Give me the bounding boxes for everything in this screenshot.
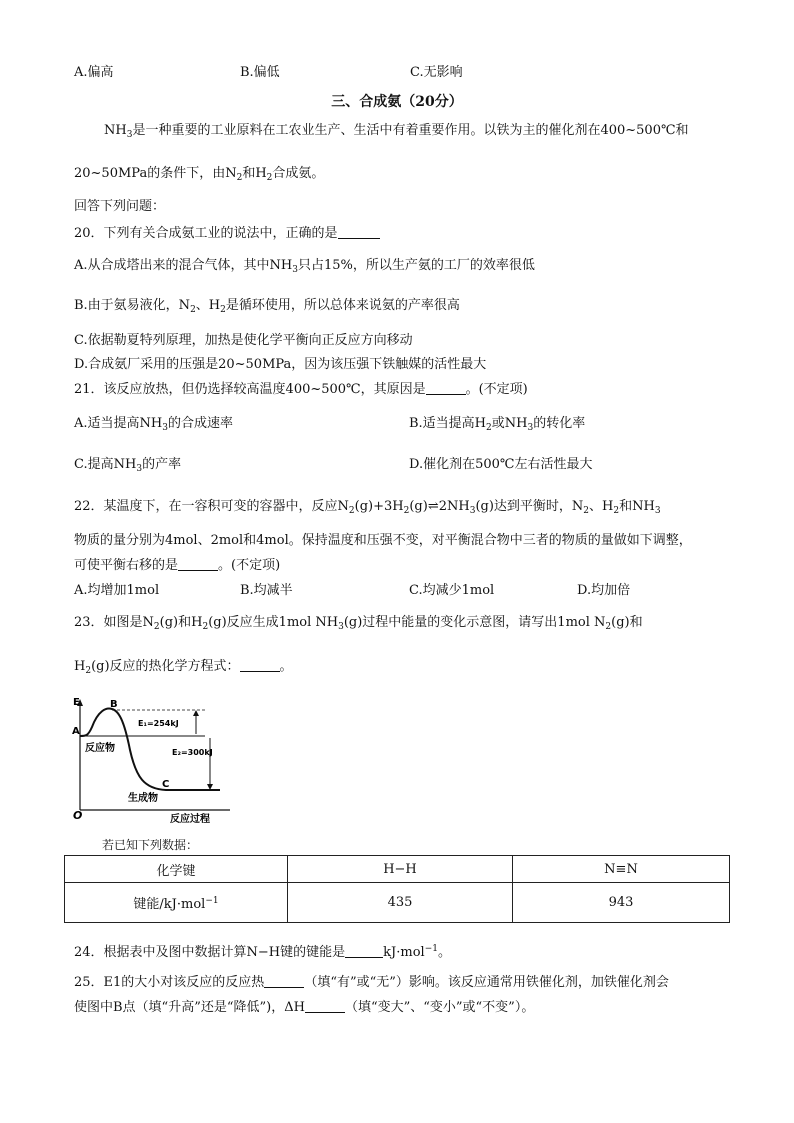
e2-label: E₂=300kJ xyxy=(172,748,213,757)
q21-option-b: B.适当提高$H_2$或$NH_3$的转化率 xyxy=(409,416,586,433)
product-label: 生成物 xyxy=(128,793,158,804)
answer-blank[interactable] xyxy=(338,224,380,239)
q22-option-c: C.均减少1mol xyxy=(409,583,495,598)
q21-option-a: A.适当提高$NH_3$的合成速率 xyxy=(74,416,233,433)
point-b-label: B xyxy=(110,699,118,710)
intro-line-1: $NH_3$是一种重要的工业原料在工农业生产、生活中有着重要作用。以铁为主的催化剂在400~500℃和 xyxy=(104,123,689,140)
answer-blank[interactable] xyxy=(264,973,304,988)
q22-line-2: 物质的量分别为4mol、2mol和4mol。保持温度和压强不变，对平衡混合物中三者的物质的量做如下调整， xyxy=(74,533,692,548)
table-cell: 键能/kJ·mol$^{-1}$ xyxy=(65,883,288,923)
answer-blank[interactable] xyxy=(178,556,218,571)
origin-label: O xyxy=(73,809,83,822)
table-header: N≡N xyxy=(513,856,730,883)
e1-arrow-head xyxy=(193,710,199,716)
q25-line-2: 使图中B点（填“升高”还是“降低”)，ΔH （填“变大”、“变小”或“不变”）。 xyxy=(74,1000,535,1015)
q21-option-c: C.提高$NH_3$的产率 xyxy=(74,457,182,474)
q24-line: 24．根据表中及图中数据计算N−H键的键能是 kJ·mol$^{-1}$。 xyxy=(74,944,451,960)
answer-blank[interactable] xyxy=(426,380,466,395)
bond-energy-table xyxy=(64,855,730,923)
q20-option-b: B.由于氨易液化，$N_2$、$H_2$是循环使用，所以总体来说氨的产率很高 xyxy=(74,298,460,315)
point-a-label: A xyxy=(72,726,80,737)
e1-label: E₁=254kJ xyxy=(138,719,179,728)
answer-blank[interactable] xyxy=(240,657,280,672)
q23-line-1: 23．如图是$N_2(g)$和$H_2(g)$反应生成1mol $NH_3(g)$过程中能量的变化示意图，请写出1mol $N_2(g)$和 xyxy=(74,615,643,632)
q22-option-b: B.均减半 xyxy=(240,583,293,598)
table-row xyxy=(65,883,730,923)
x-axis-label: 反应过程 xyxy=(170,814,210,825)
table-header-row xyxy=(65,856,730,883)
answer-blank[interactable] xyxy=(305,998,345,1013)
y-axis-label: E xyxy=(73,697,80,708)
section-title: 三、合成氨（20分） xyxy=(331,94,463,110)
q22-line-3: 可使平衡右移的是 。(不定项) xyxy=(74,558,281,573)
table-cell: 943 xyxy=(513,883,730,923)
option-b: B.偏低 xyxy=(240,65,280,80)
table-header: 化学键 xyxy=(65,856,288,883)
table-note: 若已知下列数据： xyxy=(102,838,199,852)
option-c: C.无影响 xyxy=(410,65,463,80)
point-c-label: C xyxy=(162,779,170,790)
q21-option-d: D.催化剂在500℃左右活性最大 xyxy=(409,457,593,472)
q20-option-d: D.合成氨厂采用的压强是20~50MPa，因为该压强下铁触媒的活性最大 xyxy=(74,357,487,372)
reactant-label: 反应物 xyxy=(85,743,115,754)
q20-stem: 20．下列有关合成氨工业的说法中，正确的是 xyxy=(74,224,380,243)
table-header: H−H xyxy=(288,856,513,883)
q21-stem: 21．该反应放热，但仍选择较高温度400~500℃，其原因是 。(不定项) xyxy=(74,382,528,397)
q22-option-a: A.均增加1mol xyxy=(74,583,160,598)
q20-option-c: C.依据勒夏特列原理，加热是使化学平衡向正反应方向移动 xyxy=(74,333,413,348)
q22-option-d: D.均加倍 xyxy=(577,583,631,598)
answer-blank[interactable] xyxy=(345,943,383,958)
option-a: A.偏高 xyxy=(74,65,114,80)
table-cell: 435 xyxy=(288,883,513,923)
q20-option-a: A.从合成塔出来的混合气体，其中$NH_3$只占15%，所以生产氨的工厂的效率很低 xyxy=(74,258,535,275)
intro-line-2: 20~50MPa的条件下，由$N_2$和$H_2$合成氨。 xyxy=(74,166,325,183)
intro-line-3: 回答下列问题： xyxy=(74,199,166,214)
q22-line-1: 22．某温度下，在一容积可变的容器中，反应$N_2(g)+3H_2(g)\rightleftharpoons 2NH_3(g)$达到平衡时，$N_2$、$H_2$和$NH_3$ xyxy=(74,499,661,516)
q23-line-2: $H_2(g)$反应的热化学方程式： 。 xyxy=(74,659,293,676)
energy-diagram xyxy=(70,695,240,825)
q25-line-1: 25．E1的大小对该反应的反应热 （填“有”或“无”）影响。该反应通常用铁催化剂，加铁催化剂会 xyxy=(74,975,669,990)
